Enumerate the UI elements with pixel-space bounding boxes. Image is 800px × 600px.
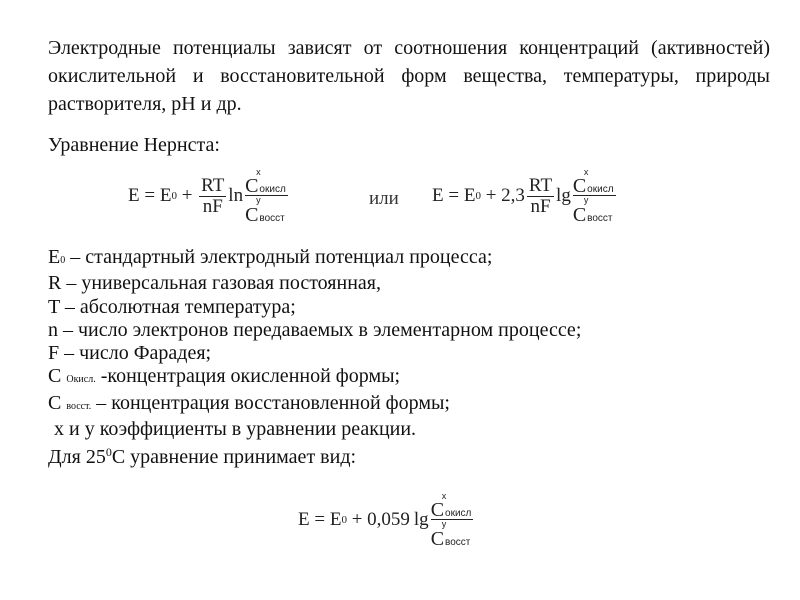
oxidized-concentration xyxy=(431,492,474,520)
x-exponent: x xyxy=(256,167,261,177)
oxidized-subscript: окисл xyxy=(259,184,286,195)
concentration-ratio xyxy=(573,168,616,224)
reduced-concentration xyxy=(431,520,473,548)
reduced-subscript: восст. xyxy=(66,400,92,412)
y-exponent: y xyxy=(583,195,589,205)
rt-over-nf-fraction xyxy=(527,176,554,217)
x-exponent: x xyxy=(441,491,447,501)
c-symbol: C xyxy=(572,175,587,197)
x-exponent: x xyxy=(583,167,589,177)
c-symbol: C xyxy=(572,204,587,226)
nernst-formula-25c xyxy=(298,492,473,548)
t25-prefix: Для 25 xyxy=(48,446,106,469)
definition-n: n – число электронов передаваемых в элементарном процессе; xyxy=(48,318,582,341)
c-symbol: C xyxy=(430,528,445,550)
c-symbol: C xyxy=(48,365,67,388)
definitions-list xyxy=(48,246,581,470)
oxidized-subscript: Окисл. xyxy=(66,374,96,386)
rt-over-nf-fraction xyxy=(199,176,226,217)
reduced-subscript: восст xyxy=(259,213,285,224)
definition-xy: x и y коэффициенты в уравнении реакции. xyxy=(54,418,417,441)
c-symbol: C xyxy=(245,204,259,226)
formula-plus: + xyxy=(346,509,368,530)
oxidized-concentration xyxy=(245,168,288,196)
nernst-formula-ln xyxy=(128,168,288,224)
e-symbol: E xyxy=(48,246,61,268)
reduced-concentration xyxy=(245,196,287,224)
definition-e0 xyxy=(48,246,581,272)
c-symbol: C xyxy=(245,175,259,197)
oxidized-description: -концентрация окисленной формы; xyxy=(95,365,401,388)
nernst-heading: Уравнение Нернста: xyxy=(48,134,220,156)
lg-operator: lg xyxy=(413,509,429,530)
coefficient: 0,059 xyxy=(367,509,410,530)
fraction-numerator: RT xyxy=(528,174,553,196)
definition-c-reduced xyxy=(48,392,581,418)
y-exponent: y xyxy=(441,519,447,529)
formula-lhs: E = E xyxy=(128,185,172,206)
ln-operator: ln xyxy=(228,185,244,206)
oxidized-concentration xyxy=(573,168,616,196)
intro-paragraph: Электродные потенциалы зависят от соотношения концентраций (активностей) окислительной и восстановительной форм вещества, температуры, природы растворителя, рН и др. xyxy=(48,37,770,115)
formula-plus: + xyxy=(480,185,502,206)
fraction-denominator: nF xyxy=(202,195,223,217)
coefficient: 2,3 xyxy=(501,185,525,206)
formula-lhs: E = E xyxy=(432,185,476,206)
reduced-description: – концентрация восстановленной формы; xyxy=(91,391,450,414)
nernst-formula-lg xyxy=(432,168,616,224)
fraction-numerator: RT xyxy=(201,174,225,196)
t25-suffix: С уравнение принимает вид: xyxy=(111,446,357,469)
reduced-subscript: восст xyxy=(445,537,471,548)
e0-description: – стандартный электродный потенциал процесса; xyxy=(65,246,493,268)
oxidized-subscript: окисл xyxy=(587,184,614,195)
concentration-ratio xyxy=(245,168,288,224)
concentration-ratio xyxy=(431,492,474,548)
fraction-denominator: nF xyxy=(530,195,551,217)
formula-lhs-subscript: 0 xyxy=(171,190,177,202)
connector-or: или xyxy=(369,188,399,209)
definition-t: T – абсолютная температура; xyxy=(48,295,296,318)
degree-superscript: 0 xyxy=(105,445,112,460)
y-exponent: y xyxy=(256,195,261,205)
formula-lhs-subscript: 0 xyxy=(341,514,347,526)
definition-25c xyxy=(48,441,581,469)
formula-plus: + xyxy=(176,185,198,206)
lg-operator: lg xyxy=(556,185,571,206)
definition-f: F – число Фарадея; xyxy=(48,342,212,365)
formula-lhs-subscript: 0 xyxy=(475,190,481,202)
reduced-subscript: восст xyxy=(587,213,613,224)
formula-lhs: E = E xyxy=(298,509,342,530)
definition-c-oxidized xyxy=(48,365,581,391)
definition-r: R – универсальная газовая постоянная, xyxy=(48,272,381,295)
e0-subscript: 0 xyxy=(60,255,66,266)
c-symbol: C xyxy=(430,499,445,521)
oxidized-subscript: окисл xyxy=(445,508,472,519)
reduced-concentration xyxy=(573,196,615,224)
c-symbol: C xyxy=(48,391,67,414)
